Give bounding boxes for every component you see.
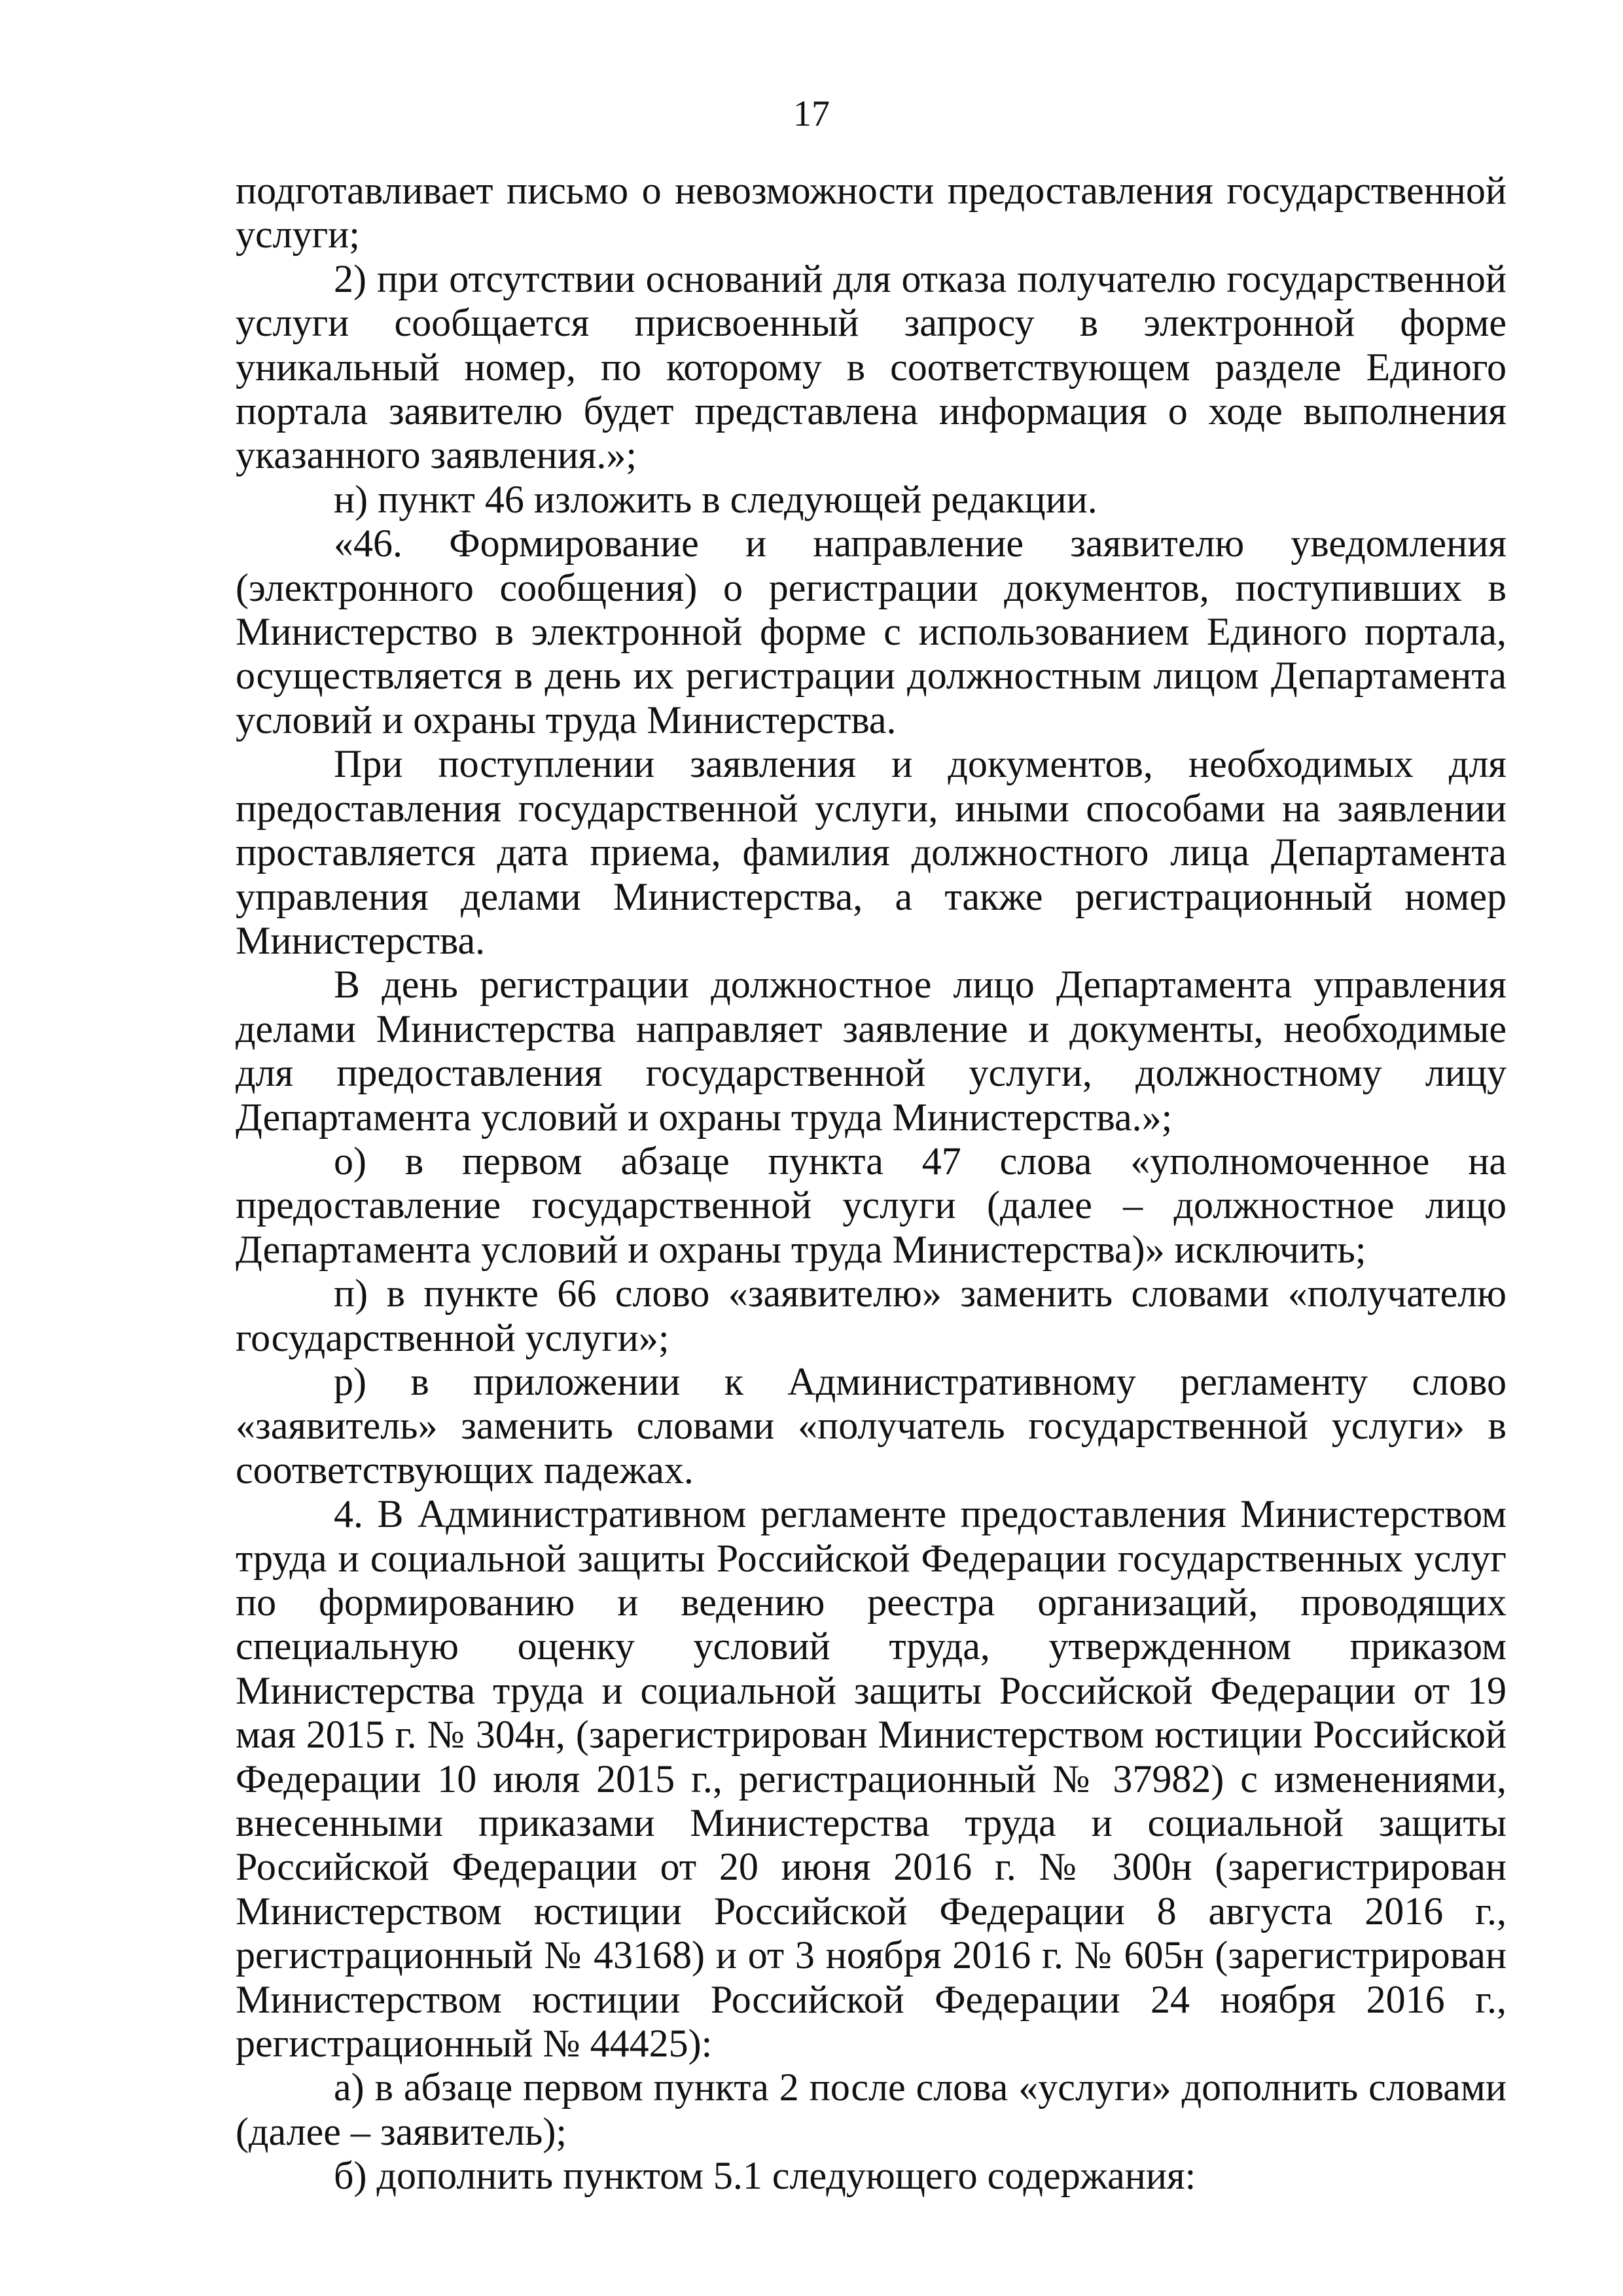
- paragraph-item-a: а) в абзаце первом пункта 2 после слова «услуги» дополнить словами (далее – заявитель);: [236, 2066, 1507, 2153]
- page-number: 17: [793, 94, 830, 134]
- paragraph-item-2: 2) при отсутствии оснований для отказа получателю государственной услуги сообщается присвоенный запросу в электронной форме уникальный номер, по которому в соответствующем разделе Единого портала заявителю будет представлена информация о ходе выполнения указанного заявления.»;: [236, 257, 1507, 477]
- paragraph-clause-46: «46. Формирование и направление заявителю уведомления (электронного сообщения) о регистрации документов, поступивших в Министерство в электронной форме с использованием Единого портала, осуществляется в день их регистрации должностным лицом Департамента условий и охраны труда Министерства.: [236, 522, 1507, 742]
- paragraph-continuation: подготавливает письмо о невозможности предоставления государственной услуги;: [236, 169, 1507, 257]
- paragraph-item-n: н) пункт 46 изложить в следующей редакции.: [334, 477, 1097, 521]
- paragraph-item-b: б) дополнить пунктом 5.1 следующего содержания:: [334, 2154, 1196, 2198]
- document-body: [236, 169, 1507, 2198]
- paragraph-item-p: п) в пункте 66 слово «заявителю» заменить словами «получателю государственной услуги»;: [236, 1272, 1507, 1359]
- paragraph-section-4: 4. В Административном регламенте предоставления Министерством труда и социальной защиты Российской Федерации государственных услуг по формированию и ведению реестра организаций, проводящих специальную оценку условий труда, утвержденном приказом Министерства труда и социальной защиты Российской Федерации от 19 мая 2015 г. № 304н, (зарегистрирован Министерством юстиции Российской Федерации 10 июля 2015 г., регистрационный № 37982) с изменениями, внесенными приказами Министерства труда и социальной защиты Российской Федерации от 20 июня 2016 г. № 300н (зарегистрирован Министерством юстиции Российской Федерации 8 августа 2016 г., регистрационный № 43168) и от 3 ноября 2016 г. № 605н (зарегистрирован Министерством юстиции Российской Федерации 24 ноября 2016 г., регистрационный № 44425):: [236, 1492, 1507, 2066]
- paragraph-item-r: р) в приложении к Административному регламенту слово «заявитель» заменить словами «получатель государственной услуги» в соответствующих падежах.: [236, 1359, 1507, 1492]
- paragraph-receipt-registration: При поступлении заявления и документов, необходимых для предоставления государственной услуги, иными способами на заявлении проставляется дата приема, фамилия должностного лица Департамента управления делами Министерства, а также регистрационный номер Министерства.: [236, 742, 1507, 962]
- paragraph-registration-day: В день регистрации должностное лицо Департамента управления делами Министерства направляет заявление и документы, необходимые для предоставления государственной услуги, должностному лицу Департамента условий и охраны труда Министерства.»;: [236, 963, 1507, 1139]
- paragraph-item-o: о) в первом абзаце пункта 47 слова «уполномоченное на предоставление государственной услуги (далее – должностное лицо Департамента условий и охраны труда Министерства)» исключить;: [236, 1139, 1507, 1271]
